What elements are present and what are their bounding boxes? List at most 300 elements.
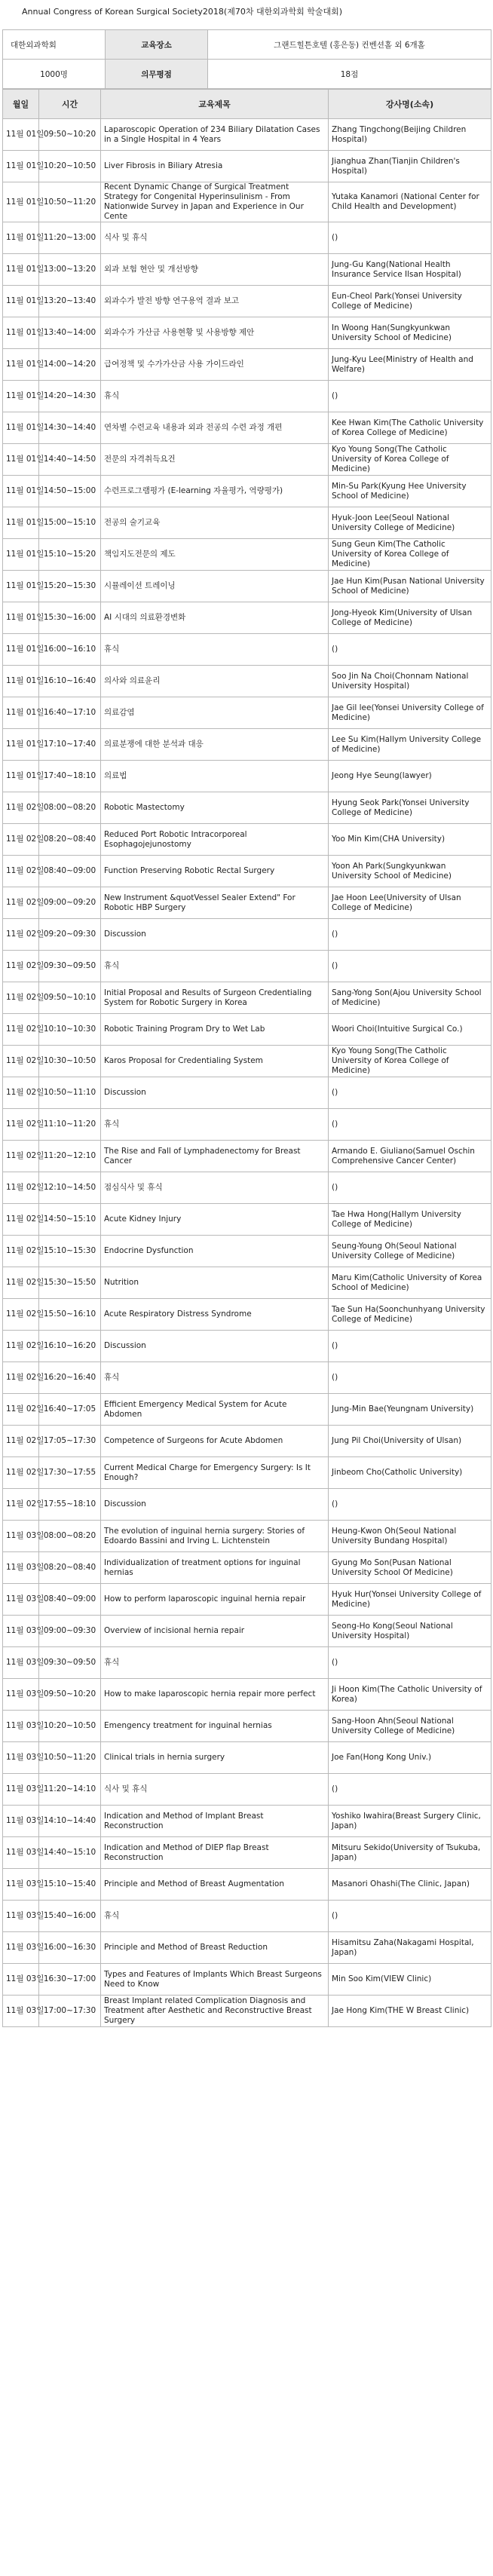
- session-time: 15:00~15:10: [39, 507, 101, 539]
- session-title: 휴식: [101, 1901, 329, 1932]
- session-date: 11월 03일: [3, 1964, 39, 1996]
- session-date: 11월 02일: [3, 1236, 39, 1267]
- session-date: 11월 02일: [3, 1362, 39, 1394]
- session-time: 17:10~17:40: [39, 729, 101, 761]
- session-time: 08:00~08:20: [39, 1521, 101, 1552]
- session-speaker: Yutaka Kanamori (National Center for Child Health and Development): [329, 182, 491, 222]
- session-title: 전문의 자격취득요건: [101, 444, 329, 476]
- session-speaker: Jung Pil Choi(University of Ulsan): [329, 1426, 491, 1457]
- session-speaker: Masanori Ohashi(The Clinic, Japan): [329, 1869, 491, 1901]
- session-time: 11:20~13:00: [39, 222, 101, 254]
- session-title: The Rise and Fall of Lymphadenectomy for Breast Cancer: [101, 1141, 329, 1172]
- session-time: 15:10~15:20: [39, 539, 101, 571]
- session-time: 14:40~14:50: [39, 444, 101, 476]
- session-title: 외과수가 가산금 사용현황 및 사용방향 제안: [101, 317, 329, 349]
- session-title: Efficient Emergency Medical System for Acute Abdomen: [101, 1394, 329, 1426]
- header-title: 교육제목: [101, 90, 329, 119]
- session-speaker: Jung-Kyu Lee(Ministry of Health and Welfare): [329, 349, 491, 381]
- table-row: [3, 887, 491, 919]
- table-row: [3, 1394, 491, 1426]
- session-speaker: Seung-Young Oh(Seoul National University College of Medicine): [329, 1236, 491, 1267]
- table-row: [3, 729, 491, 761]
- table-row: [3, 1457, 491, 1489]
- session-time: 10:50~11:20: [39, 182, 101, 222]
- session-date: 11월 02일: [3, 1394, 39, 1426]
- table-row: [3, 151, 491, 182]
- table-row: [3, 349, 491, 381]
- schedule-body: [3, 119, 491, 2027]
- session-speaker: Jinbeom Cho(Catholic University): [329, 1457, 491, 1489]
- session-time: 16:10~16:40: [39, 666, 101, 697]
- session-time: 09:50~10:20: [39, 1679, 101, 1711]
- session-speaker: Jae Hoon Lee(University of Ulsan College of Medicine): [329, 887, 491, 919]
- session-title: Liver Fibrosis in Biliary Atresia: [101, 151, 329, 182]
- session-title: Current Medical Charge for Emergency Surgery: Is It Enough?: [101, 1457, 329, 1489]
- table-row: [3, 1172, 491, 1204]
- session-date: 11월 01일: [3, 381, 39, 412]
- table-row: [3, 1299, 491, 1331]
- session-title: How to perform laparoscopic inguinal hernia repair: [101, 1584, 329, 1616]
- session-title: Discussion: [101, 919, 329, 951]
- table-row: [3, 182, 491, 222]
- table-row: [3, 824, 491, 856]
- session-speaker: Min-Su Park(Kyung Hee University School of Medicine): [329, 476, 491, 507]
- table-row: [3, 856, 491, 887]
- session-date: 11월 01일: [3, 222, 39, 254]
- session-speaker: Jianghua Zhan(Tianjin Children's Hospital): [329, 151, 491, 182]
- page-title: Annual Congress of Korean Surgical Society2018(제70차 대한외과학회 학술대회): [22, 7, 343, 17]
- session-date: 11월 01일: [3, 412, 39, 444]
- session-speaker: Heung-Kwon Oh(Seoul National University Bundang Hospital): [329, 1521, 491, 1552]
- session-speaker: Maru Kim(Catholic University of Korea School of Medicine): [329, 1267, 491, 1299]
- session-title: Emengency treatment for inguinal hernias: [101, 1711, 329, 1742]
- session-title: Endocrine Dysfunction: [101, 1236, 329, 1267]
- session-speaker: Sang-Hoon Ahn(Seoul National University College of Medicine): [329, 1711, 491, 1742]
- session-speaker: Eun-Cheol Park(Yonsei University College of Medicine): [329, 286, 491, 317]
- session-date: 11월 03일: [3, 1711, 39, 1742]
- session-time: 16:00~16:30: [39, 1932, 101, 1964]
- session-time: 17:00~17:30: [39, 1996, 101, 2027]
- session-title: 휴식: [101, 951, 329, 982]
- session-title: Function Preserving Robotic Rectal Surgery: [101, 856, 329, 887]
- session-date: 11월 01일: [3, 349, 39, 381]
- session-date: 11월 02일: [3, 1141, 39, 1172]
- session-title: Individualization of treatment options for inguinal hernias: [101, 1552, 329, 1584]
- points-label: 의무평점: [106, 60, 208, 89]
- table-row: [3, 634, 491, 666]
- session-title: Principle and Method of Breast Reduction: [101, 1932, 329, 1964]
- table-row: [3, 1521, 491, 1552]
- session-time: 15:40~16:00: [39, 1901, 101, 1932]
- session-title: 급여정책 및 수가가산금 사용 가이드라인: [101, 349, 329, 381]
- session-date: 11월 01일: [3, 151, 39, 182]
- session-time: 14:50~15:00: [39, 476, 101, 507]
- session-speaker: (): [329, 951, 491, 982]
- session-title: 의사와 의료윤리: [101, 666, 329, 697]
- session-speaker: Gyung Mo Son(Pusan National University School Of Medicine): [329, 1552, 491, 1584]
- table-row: [3, 1647, 491, 1679]
- session-title: 휴식: [101, 1647, 329, 1679]
- session-title: 연차별 수련교육 내용과 외과 전공의 수련 과정 개편: [101, 412, 329, 444]
- session-time: 10:50~11:10: [39, 1077, 101, 1109]
- session-title: 수련프로그램평가 (E-learning 자율평가, 역량평가): [101, 476, 329, 507]
- session-time: 13:20~13:40: [39, 286, 101, 317]
- session-title: Karos Proposal for Credentialing System: [101, 1046, 329, 1077]
- table-row: [3, 571, 491, 602]
- session-title: Competence of Surgeons for Acute Abdomen: [101, 1426, 329, 1457]
- session-title: Types and Features of Implants Which Breast Surgeons Need to Know: [101, 1964, 329, 1996]
- fee-value: 1000명: [3, 60, 106, 89]
- session-time: 09:30~09:50: [39, 1647, 101, 1679]
- session-date: 11월 01일: [3, 286, 39, 317]
- session-time: 08:00~08:20: [39, 792, 101, 824]
- session-date: 11월 01일: [3, 666, 39, 697]
- session-date: 11월 02일: [3, 1267, 39, 1299]
- session-title: Discussion: [101, 1489, 329, 1521]
- session-time: 15:10~15:40: [39, 1869, 101, 1901]
- table-row: [3, 1711, 491, 1742]
- session-time: 15:30~15:50: [39, 1267, 101, 1299]
- session-speaker: In Woong Han(Sungkyunkwan University School of Medicine): [329, 317, 491, 349]
- session-time: 17:55~18:10: [39, 1489, 101, 1521]
- session-time: 08:20~08:40: [39, 824, 101, 856]
- session-date: 11월 01일: [3, 634, 39, 666]
- session-time: 13:40~14:00: [39, 317, 101, 349]
- table-row: [3, 951, 491, 982]
- session-date: 11월 01일: [3, 476, 39, 507]
- session-title: 휴식: [101, 1362, 329, 1394]
- session-speaker: Armando E. Giuliano(Samuel Oschin Comprehensive Cancer Center): [329, 1141, 491, 1172]
- table-row: [3, 982, 491, 1014]
- session-time: 09:00~09:30: [39, 1616, 101, 1647]
- table-row: [3, 1584, 491, 1616]
- session-time: 14:10~14:40: [39, 1806, 101, 1837]
- points-value: 18점: [208, 60, 491, 89]
- session-date: 11월 02일: [3, 1014, 39, 1046]
- session-title: 의료법: [101, 761, 329, 792]
- session-title: 외과수가 발전 방향 연구용역 결과 보고: [101, 286, 329, 317]
- table-row: [3, 1362, 491, 1394]
- session-title: Robotic Mastectomy: [101, 792, 329, 824]
- session-time: 09:20~09:30: [39, 919, 101, 951]
- session-title: 시뮬레이션 트레이닝: [101, 571, 329, 602]
- session-title: Initial Proposal and Results of Surgeon Credentialing System for Robotic Surgery in Korea: [101, 982, 329, 1014]
- session-title: 휴식: [101, 381, 329, 412]
- table-row: [3, 1996, 491, 2027]
- session-speaker: (): [329, 222, 491, 254]
- session-speaker: (): [329, 1077, 491, 1109]
- session-speaker: Ji Hoon Kim(The Catholic University of Korea): [329, 1679, 491, 1711]
- session-date: 11월 01일: [3, 254, 39, 286]
- session-date: 11월 03일: [3, 1521, 39, 1552]
- session-speaker: Zhang Tingchong(Beijing Children Hospital): [329, 119, 491, 151]
- session-speaker: (): [329, 919, 491, 951]
- session-title: 외과 보험 현안 및 개선방향: [101, 254, 329, 286]
- table-row: [3, 1806, 491, 1837]
- session-title: Acute Kidney Injury: [101, 1204, 329, 1236]
- session-speaker: Jae Hun Kim(Pusan National University School of Medicine): [329, 571, 491, 602]
- session-speaker: Seong-Ho Kong(Seoul National University Hospital): [329, 1616, 491, 1647]
- session-date: 11월 01일: [3, 317, 39, 349]
- session-date: 11월 02일: [3, 824, 39, 856]
- session-title: New Instrument &quotVessel Sealer Extend" For Robotic HBP Surgery: [101, 887, 329, 919]
- session-date: 11월 02일: [3, 856, 39, 887]
- session-speaker: Jong-Hyeok Kim(University of Ulsan College of Medicine): [329, 602, 491, 634]
- session-time: 16:10~16:20: [39, 1331, 101, 1362]
- session-speaker: Yoon Ah Park(Sungkyunkwan University School of Medicine): [329, 856, 491, 887]
- session-speaker: (): [329, 1489, 491, 1521]
- session-speaker: Sung Geun Kim(The Catholic University of Korea College of Medicine): [329, 539, 491, 571]
- schedule-header-row: [3, 90, 491, 119]
- table-row: [3, 1869, 491, 1901]
- session-time: 09:00~09:20: [39, 887, 101, 919]
- session-date: 11월 01일: [3, 602, 39, 634]
- session-title: AI 시대의 의료환경변화: [101, 602, 329, 634]
- session-title: How to make laparoscopic hernia repair more perfect: [101, 1679, 329, 1711]
- session-speaker: Lee Su Kim(Hallym University College of Medicine): [329, 729, 491, 761]
- session-date: 11월 02일: [3, 887, 39, 919]
- table-row: [3, 1014, 491, 1046]
- session-time: 14:00~14:20: [39, 349, 101, 381]
- header-time: 시간: [39, 90, 101, 119]
- session-speaker: Jung-Gu Kang(National Health Insurance Service Ilsan Hospital): [329, 254, 491, 286]
- session-title: Recent Dynamic Change of Surgical Treatment Strategy for Congenital Hyperinsulinism - From Nationwide Survey in Japan and Experience in Our Cente: [101, 182, 329, 222]
- session-time: 14:30~14:40: [39, 412, 101, 444]
- table-row: [3, 476, 491, 507]
- info-row-1: [3, 30, 491, 60]
- session-time: 11:20~14:10: [39, 1774, 101, 1806]
- table-row: [3, 1426, 491, 1457]
- session-time: 11:10~11:20: [39, 1109, 101, 1141]
- table-row: [3, 1331, 491, 1362]
- session-time: 09:50~10:20: [39, 119, 101, 151]
- session-date: 11월 02일: [3, 1426, 39, 1457]
- session-title: Clinical trials in hernia surgery: [101, 1742, 329, 1774]
- table-row: [3, 1204, 491, 1236]
- session-title: Overview of incisional hernia repair: [101, 1616, 329, 1647]
- session-speaker: (): [329, 634, 491, 666]
- table-row: [3, 381, 491, 412]
- session-time: 16:40~17:05: [39, 1394, 101, 1426]
- session-speaker: (): [329, 1362, 491, 1394]
- table-row: [3, 666, 491, 697]
- session-time: 10:20~10:50: [39, 1711, 101, 1742]
- session-speaker: (): [329, 1774, 491, 1806]
- session-time: 12:10~14:50: [39, 1172, 101, 1204]
- session-date: 11월 02일: [3, 1489, 39, 1521]
- table-row: [3, 1616, 491, 1647]
- session-date: 11월 01일: [3, 571, 39, 602]
- table-row: [3, 1236, 491, 1267]
- document: [2, 2, 491, 2027]
- table-row: [3, 507, 491, 539]
- session-time: 16:30~17:00: [39, 1964, 101, 1996]
- session-time: 16:40~17:10: [39, 697, 101, 729]
- table-row: [3, 1552, 491, 1584]
- session-speaker: (): [329, 1109, 491, 1141]
- course-info-table: [2, 29, 491, 89]
- table-row: [3, 1046, 491, 1077]
- session-date: 11월 01일: [3, 729, 39, 761]
- session-date: 11월 01일: [3, 119, 39, 151]
- table-row: [3, 444, 491, 476]
- session-date: 11월 03일: [3, 1647, 39, 1679]
- session-time: 15:20~15:30: [39, 571, 101, 602]
- session-title: Nutrition: [101, 1267, 329, 1299]
- session-title: Indication and Method of DIEP flap Breast Reconstruction: [101, 1837, 329, 1869]
- session-date: 11월 02일: [3, 1172, 39, 1204]
- table-row: [3, 539, 491, 571]
- session-time: 16:00~16:10: [39, 634, 101, 666]
- session-date: 11월 01일: [3, 697, 39, 729]
- session-speaker: (): [329, 1901, 491, 1932]
- session-time: 17:40~18:10: [39, 761, 101, 792]
- organizer-value: 대한외과학회: [3, 30, 106, 60]
- table-row: [3, 1964, 491, 1996]
- session-date: 11월 02일: [3, 982, 39, 1014]
- session-date: 11월 02일: [3, 1109, 39, 1141]
- table-row: [3, 1077, 491, 1109]
- session-date: 11월 01일: [3, 761, 39, 792]
- session-speaker: Jae Hong Kim(THE W Breast Clinic): [329, 1996, 491, 2027]
- session-title: 점심식사 및 휴식: [101, 1172, 329, 1204]
- session-time: 08:40~09:00: [39, 1584, 101, 1616]
- session-speaker: Hyuk Hur(Yonsei University College of Medicine): [329, 1584, 491, 1616]
- session-title: 의료분쟁에 대한 분석과 대응: [101, 729, 329, 761]
- session-title: 의료감염: [101, 697, 329, 729]
- session-time: 17:05~17:30: [39, 1426, 101, 1457]
- session-date: 11월 03일: [3, 1901, 39, 1932]
- session-title: 식사 및 휴식: [101, 1774, 329, 1806]
- session-title: Robotic Training Program Dry to Wet Lab: [101, 1014, 329, 1046]
- table-row: [3, 602, 491, 634]
- table-row: [3, 119, 491, 151]
- session-date: 11월 02일: [3, 1299, 39, 1331]
- session-date: 11월 03일: [3, 1742, 39, 1774]
- venue-label: 교육장소: [106, 30, 208, 60]
- session-date: 11월 03일: [3, 1806, 39, 1837]
- session-title: Discussion: [101, 1331, 329, 1362]
- session-time: 09:50~10:10: [39, 982, 101, 1014]
- session-speaker: (): [329, 1331, 491, 1362]
- table-row: [3, 697, 491, 729]
- session-date: 11월 01일: [3, 539, 39, 571]
- session-date: 11월 02일: [3, 792, 39, 824]
- table-row: [3, 1901, 491, 1932]
- session-speaker: Kyo Young Song(The Catholic University of Korea College of Medicine): [329, 444, 491, 476]
- session-date: 11월 03일: [3, 1584, 39, 1616]
- session-date: 11월 01일: [3, 444, 39, 476]
- session-time: 14:20~14:30: [39, 381, 101, 412]
- table-row: [3, 412, 491, 444]
- session-time: 08:20~08:40: [39, 1552, 101, 1584]
- venue-value: 그랜드힐튼호텔 (홍은동) 컨벤션홀 외 6개홀: [208, 30, 491, 60]
- session-speaker: Jung-Min Bae(Yeungnam University): [329, 1394, 491, 1426]
- session-speaker: (): [329, 381, 491, 412]
- session-time: 14:40~15:10: [39, 1837, 101, 1869]
- session-date: 11월 03일: [3, 1837, 39, 1869]
- table-row: [3, 1932, 491, 1964]
- session-title: 휴식: [101, 634, 329, 666]
- table-row: [3, 254, 491, 286]
- table-row: [3, 222, 491, 254]
- session-time: 17:30~17:55: [39, 1457, 101, 1489]
- session-date: 11월 02일: [3, 1077, 39, 1109]
- session-time: 10:30~10:50: [39, 1046, 101, 1077]
- session-time: 09:30~09:50: [39, 951, 101, 982]
- table-row: [3, 317, 491, 349]
- session-time: 08:40~09:00: [39, 856, 101, 887]
- session-speaker: Sang-Yong Son(Ajou University School of Medicine): [329, 982, 491, 1014]
- session-title: Principle and Method of Breast Augmentation: [101, 1869, 329, 1901]
- table-row: [3, 761, 491, 792]
- session-date: 11월 03일: [3, 1552, 39, 1584]
- schedule-table: [2, 89, 491, 2027]
- session-title: 책임지도전문의 제도: [101, 539, 329, 571]
- session-date: 11월 03일: [3, 1616, 39, 1647]
- session-time: 10:20~10:50: [39, 151, 101, 182]
- session-date: 11월 03일: [3, 1679, 39, 1711]
- session-time: 10:50~11:20: [39, 1742, 101, 1774]
- header-speaker: 강사명(소속): [329, 90, 491, 119]
- session-speaker: (): [329, 1172, 491, 1204]
- session-date: 11월 02일: [3, 951, 39, 982]
- session-time: 14:50~15:10: [39, 1204, 101, 1236]
- session-title: Reduced Port Robotic Intracorporeal Esophagojejunostomy: [101, 824, 329, 856]
- table-row: [3, 1267, 491, 1299]
- session-time: 11:20~12:10: [39, 1141, 101, 1172]
- header-date: 월일: [3, 90, 39, 119]
- session-title: Discussion: [101, 1077, 329, 1109]
- session-title: 전공의 술기교육: [101, 507, 329, 539]
- table-row: [3, 792, 491, 824]
- session-date: 11월 02일: [3, 1331, 39, 1362]
- session-time: 16:20~16:40: [39, 1362, 101, 1394]
- session-date: 11월 03일: [3, 1996, 39, 2027]
- session-title: Breast Implant related Complication Diagnosis and Treatment after Aesthetic and Reconstructive Breast Surgery: [101, 1996, 329, 2027]
- info-row-2: [3, 60, 491, 89]
- table-row: [3, 1837, 491, 1869]
- session-speaker: Woori Choi(Intuitive Surgical Co.): [329, 1014, 491, 1046]
- session-title: Acute Respiratory Distress Syndrome: [101, 1299, 329, 1331]
- session-speaker: Kee Hwan Kim(The Catholic University of Korea College of Medicine): [329, 412, 491, 444]
- session-date: 11월 02일: [3, 1046, 39, 1077]
- table-row: [3, 1141, 491, 1172]
- session-title: Indication and Method of Implant Breast Reconstruction: [101, 1806, 329, 1837]
- session-date: 11월 02일: [3, 919, 39, 951]
- session-time: 15:10~15:30: [39, 1236, 101, 1267]
- session-title: The evolution of inguinal hernia surgery: Stories of Edoardo Bassini and Irving L. Lichtenstein: [101, 1521, 329, 1552]
- session-date: 11월 01일: [3, 182, 39, 222]
- session-speaker: Min Soo Kim(VIEW Clinic): [329, 1964, 491, 1996]
- session-speaker: Jeong Hye Seung(lawyer): [329, 761, 491, 792]
- session-date: 11월 01일: [3, 507, 39, 539]
- table-row: [3, 1742, 491, 1774]
- session-speaker: Mitsuru Sekido(University of Tsukuba, Japan): [329, 1837, 491, 1869]
- session-title: Laparoscopic Operation of 234 Biliary Dilatation Cases in a Single Hospital in 4 Years: [101, 119, 329, 151]
- session-time: 13:00~13:20: [39, 254, 101, 286]
- session-date: 11월 02일: [3, 1204, 39, 1236]
- session-speaker: Tae Hwa Hong(Hallym University College of Medicine): [329, 1204, 491, 1236]
- session-date: 11월 03일: [3, 1869, 39, 1901]
- session-speaker: Hyuk-Joon Lee(Seoul National University College of Medicine): [329, 507, 491, 539]
- session-speaker: Kyo Young Song(The Catholic University of Korea College of Medicine): [329, 1046, 491, 1077]
- session-date: 11월 03일: [3, 1774, 39, 1806]
- session-speaker: Soo Jin Na Choi(Chonnam National University Hospital): [329, 666, 491, 697]
- session-title: 식사 및 휴식: [101, 222, 329, 254]
- session-title: 휴식: [101, 1109, 329, 1141]
- session-speaker: Hisamitsu Zaha(Nakagami Hospital, Japan): [329, 1932, 491, 1964]
